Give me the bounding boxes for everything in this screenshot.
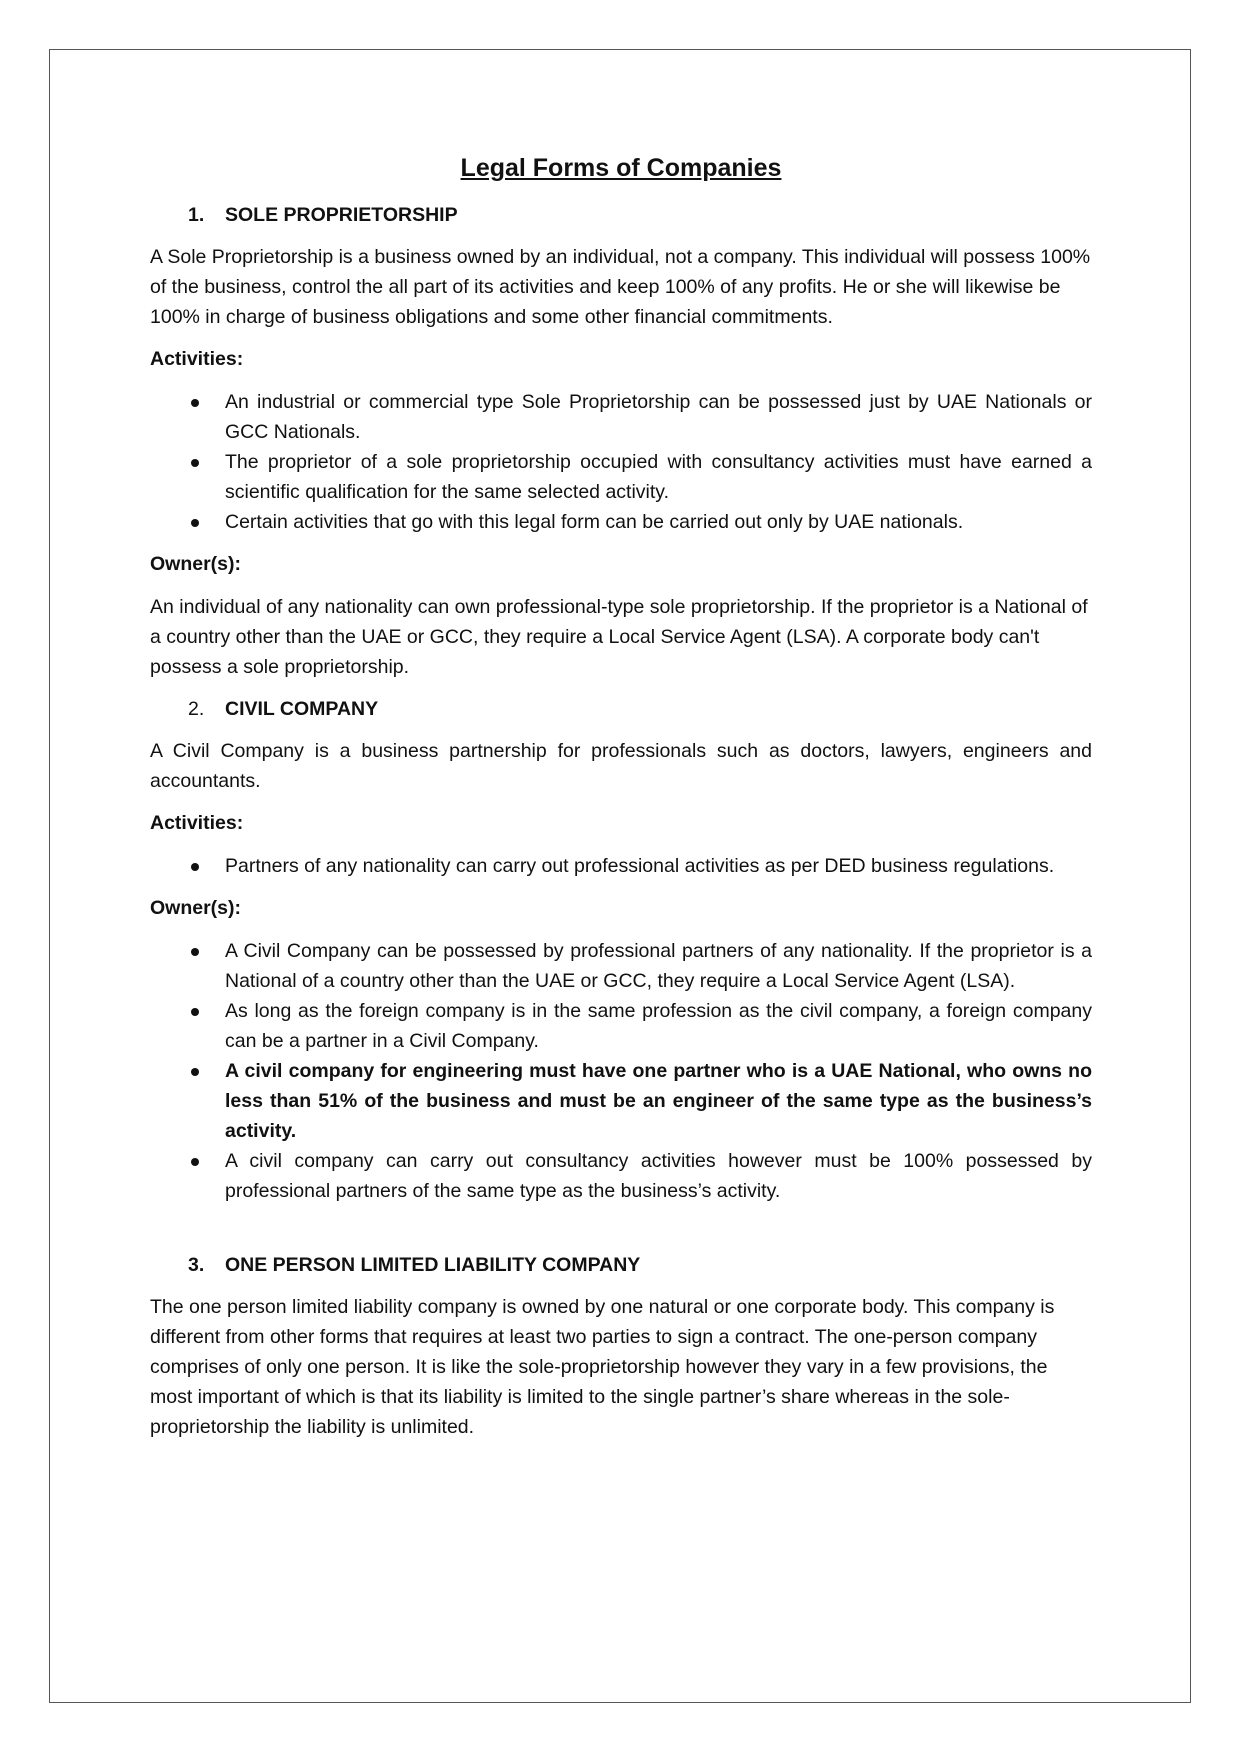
section-2-activities-list bbox=[150, 851, 1092, 881]
section-2-owners-label: Owner(s): bbox=[150, 897, 242, 919]
list-item-text: A civil company can carry out consultancy activities however must be 100% possessed by professional partners of the same type as the business’s activity. bbox=[225, 1150, 1092, 1202]
section-1-title: SOLE PROPRIETORSHIP bbox=[225, 204, 458, 226]
bullet-icon bbox=[191, 948, 199, 956]
section-2-owners-list bbox=[150, 936, 1092, 1206]
section-1-number: 1. bbox=[188, 204, 205, 226]
section-1-activities-label: Activities: bbox=[150, 348, 244, 370]
list-item-text: An industrial or commercial type Sole Proprietorship can be possessed just by UAE Nationals or GCC Nationals. bbox=[225, 391, 1092, 443]
section-1-activities-list bbox=[150, 387, 1092, 537]
list-item-text: As long as the foreign company is in the same profession as the civil company, a foreign company can be a partner in a Civil Company. bbox=[225, 1000, 1092, 1052]
section-2-activities-label: Activities: bbox=[150, 812, 244, 834]
list-item bbox=[150, 1146, 1092, 1206]
list-item bbox=[150, 851, 1092, 881]
list-item bbox=[150, 1056, 1092, 1146]
bullet-icon bbox=[191, 519, 199, 527]
section-3-title: ONE PERSON LIMITED LIABILITY COMPANY bbox=[225, 1254, 641, 1276]
section-spacer bbox=[150, 1218, 1092, 1250]
section-2-title: CIVIL COMPANY bbox=[225, 698, 379, 720]
bullet-icon bbox=[191, 1008, 199, 1016]
bullet-icon bbox=[191, 459, 199, 467]
section-2-intro: A Civil Company is a business partnership for professionals such as doctors, lawyers, engineers and accountants. bbox=[150, 740, 1092, 792]
document-title: Legal Forms of Companies bbox=[460, 154, 782, 182]
section-1-intro: A Sole Proprietorship is a business owned by an individual, not a company. This individual will possess 100% of the business, control the all part of its activities and keep 100% of any profits. He or she will likewise be 100% in charge of business obligations and some other financial commitments. bbox=[150, 246, 1091, 328]
section-2-heading bbox=[150, 694, 1092, 724]
list-item bbox=[150, 996, 1092, 1056]
section-3-number: 3. bbox=[188, 1254, 205, 1276]
section-3-heading bbox=[150, 1250, 1092, 1280]
list-item-text: A Civil Company can be possessed by professional partners of any nationality. If the proprietor is a National of a country other than the UAE or GCC, they require a Local Service Agent (LSA). bbox=[225, 940, 1092, 992]
list-item bbox=[150, 936, 1092, 996]
list-item-text: Partners of any nationality can carry out professional activities as per DED business regulations. bbox=[225, 855, 1055, 877]
bullet-icon bbox=[191, 399, 199, 407]
section-1-heading bbox=[150, 200, 1092, 230]
list-item bbox=[150, 507, 1092, 537]
list-item bbox=[150, 387, 1092, 447]
bullet-icon bbox=[191, 1158, 199, 1166]
bullet-icon bbox=[191, 1068, 199, 1076]
list-item-text: Certain activities that go with this legal form can be carried out only by UAE nationals. bbox=[225, 511, 964, 533]
list-item-text: A civil company for engineering must have one partner who is a UAE National, who owns no less than 51% of the business and must be an engineer of the same type as the business’s activity. bbox=[225, 1060, 1092, 1142]
section-1-owners-text: An individual of any nationality can own professional-type sole proprietorship. If the proprietor is a National of a country other than the UAE or GCC, they require a Local Service Agent (LSA). A corporate body can't possess a sole proprietorship. bbox=[150, 596, 1088, 678]
list-item bbox=[150, 447, 1092, 507]
section-3-intro: The one person limited liability company is owned by one natural or one corporate body. This company is different from other forms that requires at least two parties to sign a contract. The one-person company comprises of only one person. It is like the sole-proprietorship however they vary in a few provisions, the most important of which is that its liability is limited to the single partner’s share whereas in the sole-proprietorship the liability is unlimited. bbox=[150, 1296, 1055, 1438]
bullet-icon bbox=[191, 863, 199, 871]
section-2-number: 2. bbox=[188, 698, 205, 720]
list-item-text: The proprietor of a sole proprietorship occupied with consultancy activities must have earned a scientific qualification for the same selected activity. bbox=[225, 451, 1092, 503]
section-1-owners-label: Owner(s): bbox=[150, 553, 242, 575]
document-body bbox=[150, 148, 1092, 1454]
